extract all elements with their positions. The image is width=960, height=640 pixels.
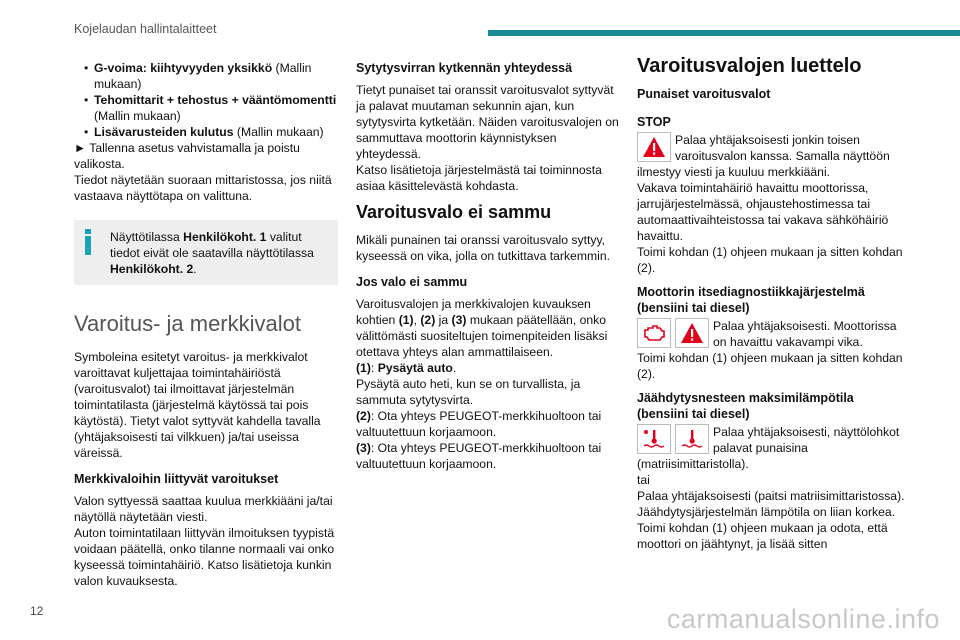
paragraph: Pysäytä auto heti, kun se on turvallista, ja sammuta sytytysvirta. bbox=[356, 377, 581, 407]
paragraph: Tiedot näytetään suoraan mittaristossa, jos niitä vastaava näyttötapa on valittuna. bbox=[74, 173, 332, 203]
warning-triangle-icon bbox=[675, 318, 709, 348]
paragraph: Auton toimintatilaan liittyvän ilmoituksen tyypistä voidaan päätellä, onko tilanne normaali vai onko kyseessä toimintahäiriö. Katso lisätietoja kunkin valon kuvauksesta. bbox=[74, 526, 335, 588]
list-item: • G-voima: kiihtyvyyden yksikkö (Mallin mukaan) bbox=[74, 60, 338, 92]
paragraph: Mikäli punainen tai oranssi varoitusvalo syttyy, kyseessä on vika, jolla on tutkittava tarkemmin. bbox=[356, 233, 611, 263]
instruction-step: ► Tallenna asetus vahvistamalla ja poistu valikosta. bbox=[74, 141, 300, 171]
column-2 bbox=[356, 56, 620, 480]
header-accent-bar bbox=[488, 30, 960, 36]
stop-block bbox=[637, 132, 905, 180]
column-1 bbox=[74, 56, 338, 597]
info-note-text: Näyttötilassa Henkilökoht. 1 valitut tiedot eivät ole saatavilla näyttötilassa Henkilökoht. 2. bbox=[110, 230, 314, 276]
coolant-heading: Jäähdytysnesteen maksimilämpötila (bensiini tai diesel) bbox=[637, 391, 854, 421]
engine-icon bbox=[637, 318, 671, 348]
sub-heading: Merkkivaloihin liittyvät varoitukset bbox=[74, 472, 279, 486]
paragraph: Toimi kohdan (1) ohjeen mukaan ja odota, että moottori on jäähtynyt, ja lisää sitten bbox=[637, 521, 888, 551]
paragraph: Toimi kohdan (1) ohjeen mukaan ja sitten kohdan (2). bbox=[637, 351, 903, 381]
paragraph: Jäähdytysjärjestelmän lämpötila on liian korkea. bbox=[637, 505, 896, 519]
sub-heading: Jos valo ei sammu bbox=[356, 275, 468, 289]
stop-description: Palaa yhtäjaksoisesti jonkin toisen varoitusvalon kanssa. Samalla näyttöön ilmestyy viesti ja kuuluu merkkiääni. bbox=[637, 133, 890, 179]
paragraph: Valon syttyessä saattaa kuulua merkkiääni ja/tai näytöllä näytetään viesti. bbox=[74, 494, 333, 524]
paragraph: Vakava toimintahäiriö havaittu moottorissa, jarrujärjestelmässä, ohjaustehostimessa tai automaattivaihteistossa tai vakava sähköhäiriö havaittu. bbox=[637, 181, 889, 243]
watermark: carmanualsonline.info bbox=[666, 604, 940, 634]
warning-triangle-icon bbox=[637, 132, 671, 162]
engine-description: Palaa yhtäjaksoisesti. Moottorissa on havaittu vakavampi vika. bbox=[713, 319, 897, 349]
paragraph: Toimi kohdan (1) ohjeen mukaan ja sitten kohdan (2). bbox=[637, 245, 903, 275]
sub-heading: Punaiset varoitusvalot bbox=[637, 87, 771, 101]
paragraph: tai bbox=[637, 473, 650, 487]
stop-heading: STOP bbox=[637, 115, 671, 129]
info-note bbox=[74, 220, 338, 285]
engine-block bbox=[637, 318, 905, 350]
engine-heading: Moottorin itsediagnostiikkajärjestelmä (bensiini tai diesel) bbox=[637, 285, 865, 315]
paragraph: Symboleina esitetyt varoitus- ja merkkivalot varoittavat kuljettajaa toimintahäiriöstä (varoitusvalot) tai ilmoittavat järjestelmän toimintatilasta (järjestelmä käytössä tai pois käytöstä). Tietyt valot syttyvät kahdella tavalla (yhtäjaksoisesti tai vilkkuen) ja/tai useissa väreissä. bbox=[74, 350, 321, 460]
info-icon bbox=[84, 229, 92, 255]
paragraph: Varoitusvalojen ja merkkivalojen kuvauksen kohtien (1), (2) ja (3) mukaan päätellään, onko välittömästi suositeltujen toimenpiteiden lisäksi otettava yhteys alan ammattilaiseen. bbox=[356, 297, 608, 359]
coolant-block bbox=[637, 424, 905, 472]
numbered-item-2: (2): Ota yhteys PEUGEOT-merkkihuoltoon tai valtuutettuun korjaamoon. bbox=[356, 409, 602, 439]
coolant-temperature-icon bbox=[675, 424, 709, 454]
numbered-item-1: (1): Pysäytä auto. bbox=[356, 361, 457, 375]
list-item: • Lisävarusteiden kulutus (Mallin mukaan) bbox=[74, 124, 338, 140]
paragraph: Palaa yhtäjaksoisesti (paitsi matriisimittaristossa). bbox=[637, 489, 905, 503]
section-heading: Varoitusvalojen luettelo bbox=[637, 55, 862, 77]
section-title: Varoitus- ja merkkivalot bbox=[74, 311, 301, 336]
coolant-description: Palaa yhtäjaksoisesti, näyttölohkot palavat punaisina (matriisimittaristolla). bbox=[637, 425, 900, 471]
paragraph: Tietyt punaiset tai oranssit varoitusvalot syttyvät ja palavat muutaman sekunnin ajan, kun sytytysvirta kytketään. Näiden varoitusvalojen on sammuttava moottorin käynnistyksen yhteydessä. bbox=[356, 83, 619, 161]
running-header: Kojelaudan hallintalaitteet bbox=[74, 22, 217, 36]
list-item: • Tehomittarit + tehostus + vääntömomentti (Mallin mukaan) bbox=[74, 92, 338, 124]
column-3 bbox=[637, 56, 905, 560]
coolant-temperature-icon bbox=[637, 424, 671, 454]
sub-heading: Sytytysvirran kytkennän yhteydessä bbox=[356, 61, 573, 75]
section-heading: Varoitusvalo ei sammu bbox=[356, 202, 552, 222]
menu-options-list bbox=[74, 60, 338, 140]
page-number: 12 bbox=[30, 604, 44, 618]
numbered-item-3: (3): Ota yhteys PEUGEOT-merkkihuoltoon tai valtuutettuun korjaamoon. bbox=[356, 441, 602, 471]
paragraph: Katso lisätietoja järjestelmästä tai toiminnosta asiaa käsittelevästä kohdasta. bbox=[356, 163, 602, 193]
